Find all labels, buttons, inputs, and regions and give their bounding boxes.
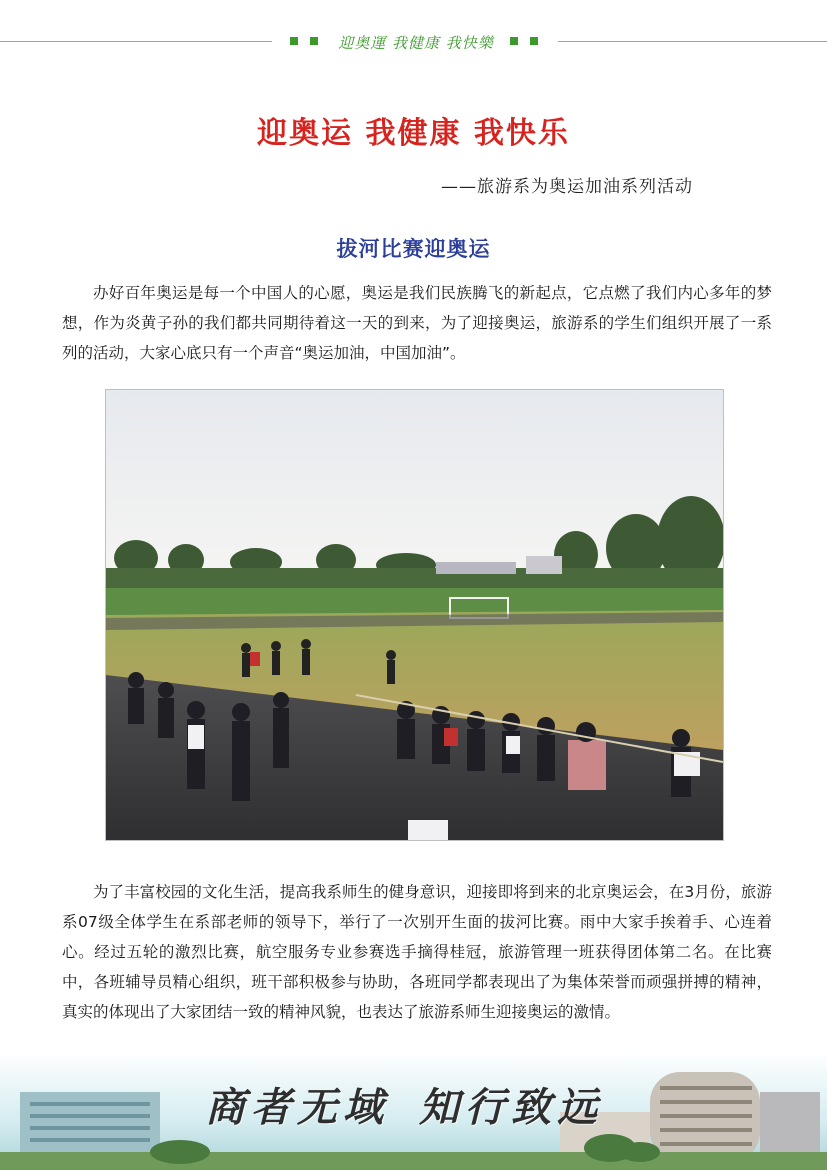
- header-square-icon: [310, 37, 318, 45]
- header-slogan: 迎奥運 我健康 我快樂: [338, 34, 494, 52]
- section-heading: 拔河比赛迎奥运: [336, 236, 491, 261]
- calligraphy-left: 商者无域: [205, 1084, 389, 1131]
- header-square-icon: [530, 37, 538, 45]
- page-header: [0, 30, 827, 54]
- header-square-icon: [510, 37, 518, 45]
- header-rule-left: [0, 41, 272, 42]
- calligraphy-right: 知行致远: [419, 1084, 603, 1131]
- calligraphy-slogan: [205, 1076, 603, 1133]
- article-subtitle: ——旅游系为奥运加油系列活动: [441, 177, 693, 197]
- paragraph-event: 为了丰富校园的文化生活，提高我系师生的健身意识，迎接即将到来的北京奥运会，在3月份，旅游系07级全体学生在系部老师的领导下，举行了一次别开生面的拔河比赛。雨中大家手挨着手、心连着心。经过五轮的激烈比赛，航空服务专业参赛选手摘得桂冠，旅游管理一班获得团体第二名。在比赛中，各班辅导员精心组织，班干部积极参与协助，各班同学都表现出了为集体荣誉而顽强拼搏的精神，真实的体现出了大家团结一致的精神风貌，也表达了旅游系师生迎接奥运的激情。: [62, 883, 772, 1021]
- tug-of-war-photo: [105, 389, 724, 841]
- article-title: 迎奥运 我健康 我快乐: [257, 116, 570, 151]
- header-rule-right: [558, 41, 827, 42]
- campus-banner: [0, 1052, 827, 1170]
- header-square-icon: [290, 37, 298, 45]
- paragraph-intro: 办好百年奥运是每一个中国人的心愿，奥运是我们民族腾飞的新起点，它点燃了我们内心多年的梦想，作为炎黄子孙的我们都共同期待着这一天的到来，为了迎接奥运，旅游系的学生们组织开展了一系列的活动，大家心底只有一个声音“奥运加油，中国加油”。: [62, 284, 772, 362]
